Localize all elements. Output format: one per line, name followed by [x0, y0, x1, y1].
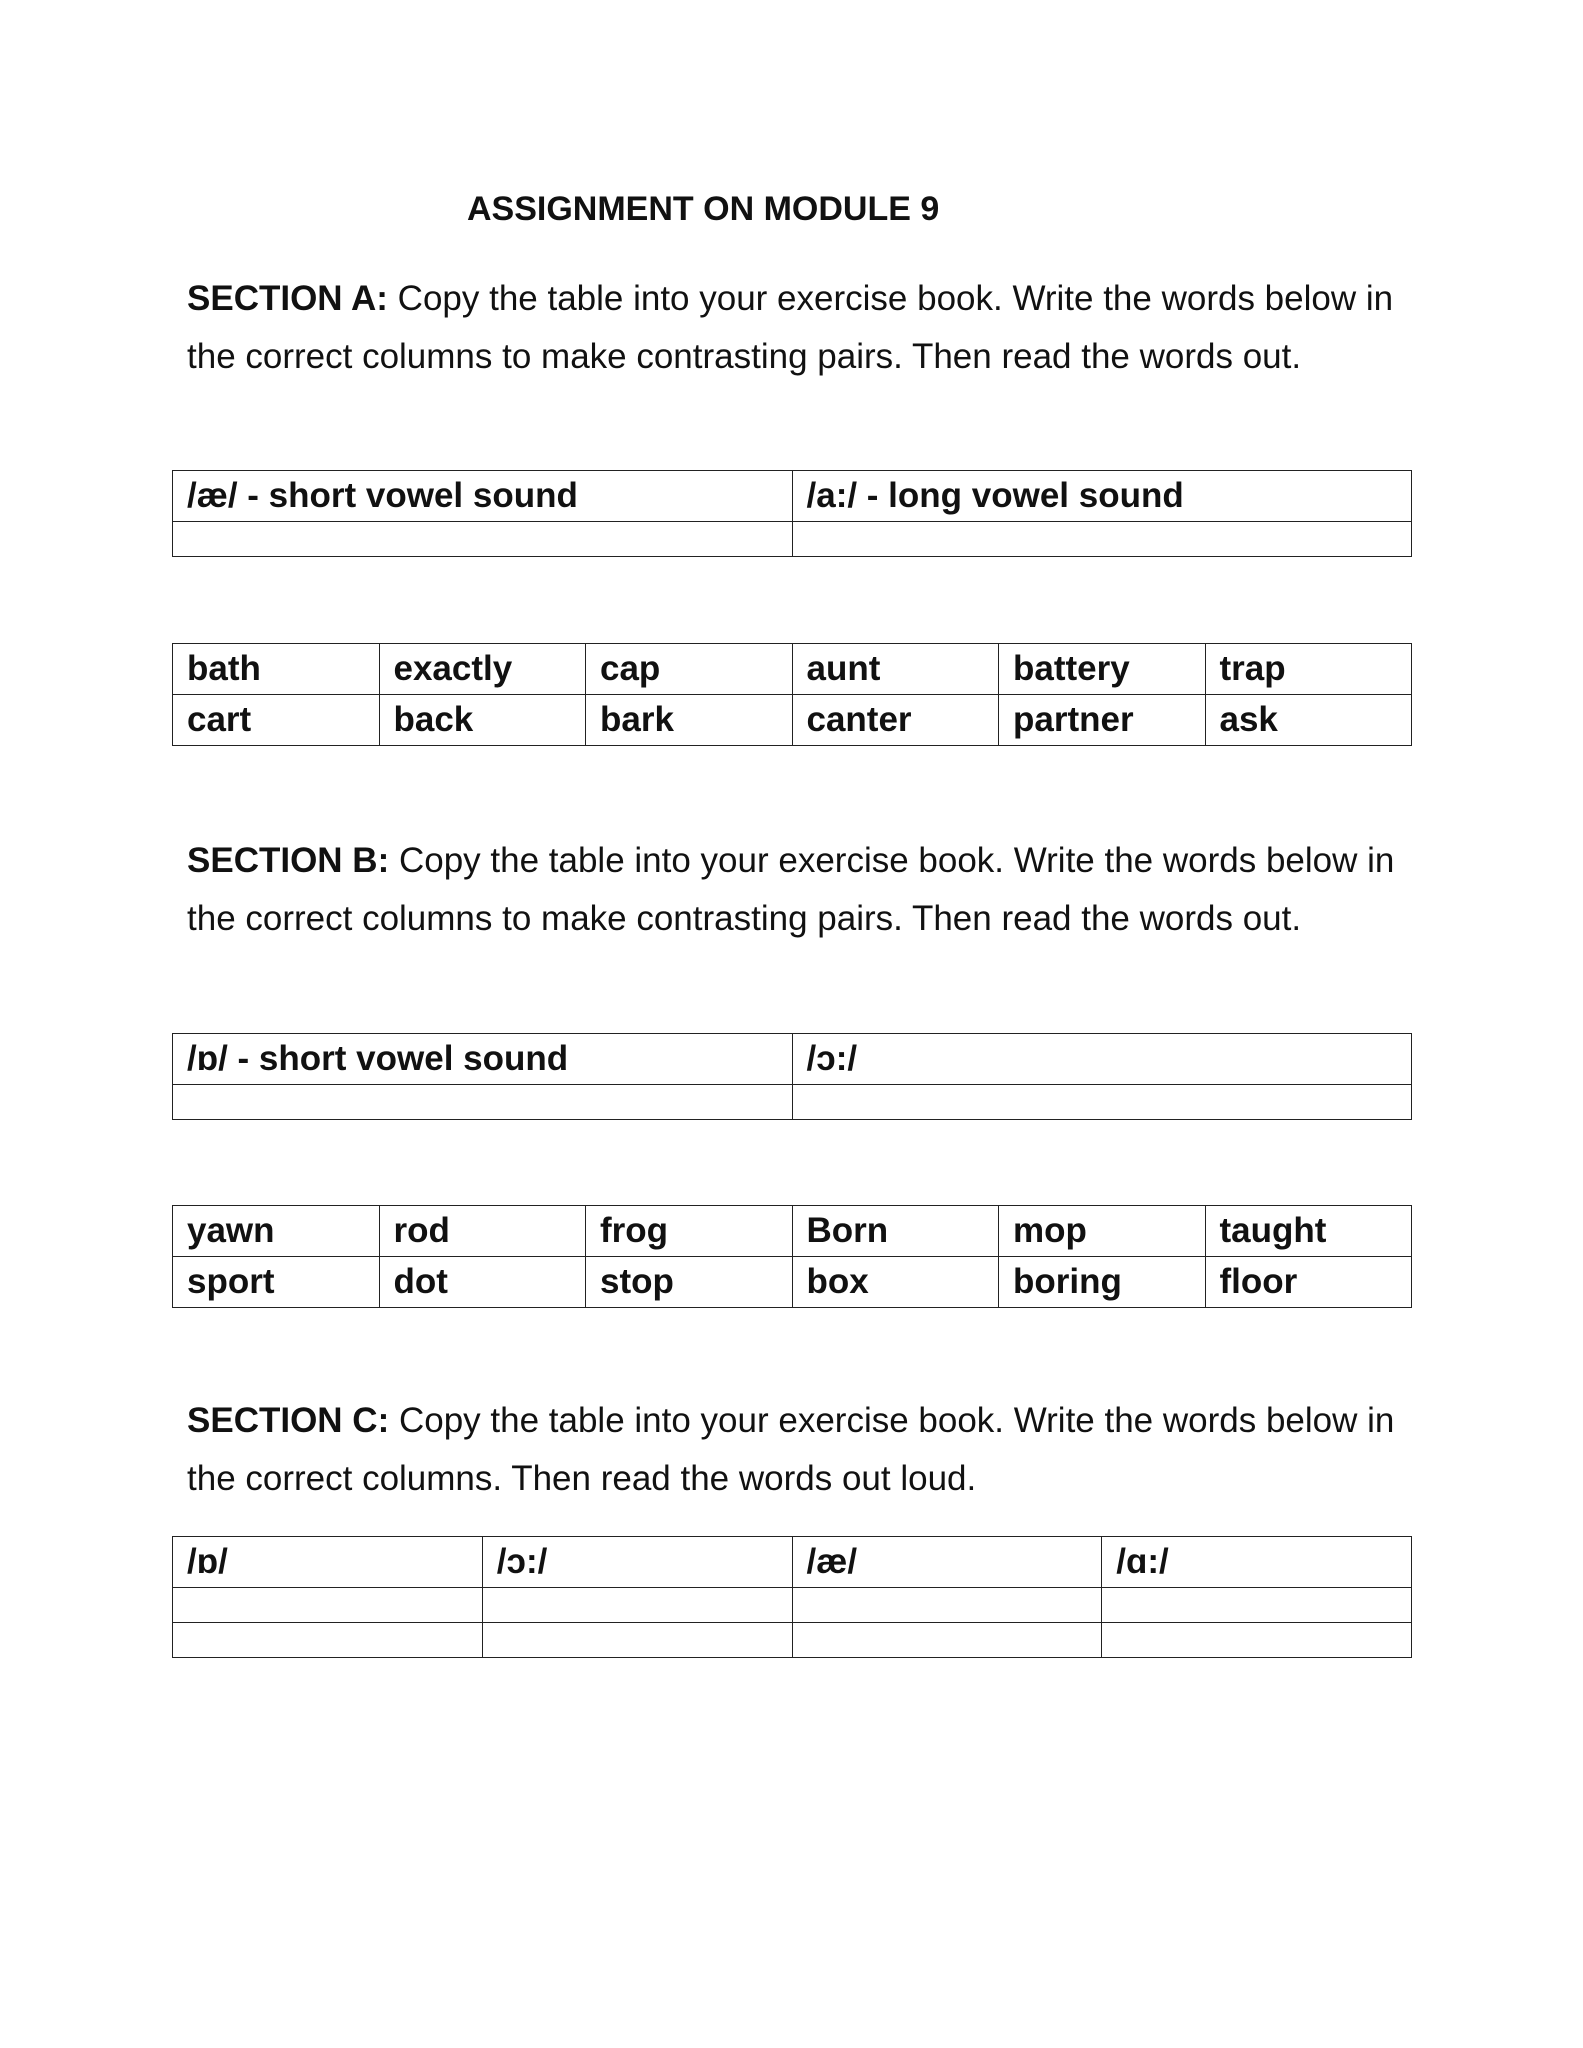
section-a-header-long: /a:/ - long vowel sound: [792, 471, 1412, 522]
word-cell: rod: [379, 1206, 586, 1257]
word-cell: bath: [173, 644, 380, 695]
section-a-sound-table: [172, 470, 1412, 557]
section-c-header: /æ/: [792, 1537, 1102, 1588]
section-c-blank-cell: [173, 1623, 483, 1658]
section-a-blank-cell: [792, 522, 1412, 557]
word-cell: Born: [792, 1206, 999, 1257]
word-cell: battery: [999, 644, 1206, 695]
section-a-instruction: [187, 270, 1427, 386]
word-cell: bark: [586, 695, 793, 746]
section-a-blank-cell: [173, 522, 793, 557]
section-c-blank-cell: [1102, 1588, 1412, 1623]
section-a-header-short: /æ/ - short vowel sound: [173, 471, 793, 522]
section-b-text: Copy the table into your exercise book. Write the words below in the correct columns to make contrasting pairs. Then read the words out.: [187, 841, 1395, 938]
page-title: ASSIGNMENT ON MODULE 9: [467, 190, 940, 228]
section-b-header-short: /ɒ/ - short vowel sound: [173, 1034, 793, 1085]
section-c-blank-cell: [173, 1588, 483, 1623]
word-cell: box: [792, 1257, 999, 1308]
word-cell: stop: [586, 1257, 793, 1308]
section-c-blank-cell: [792, 1588, 1102, 1623]
section-c-header: /ɔ:/: [482, 1537, 792, 1588]
word-cell: taught: [1205, 1206, 1412, 1257]
section-c-header: /ɒ/: [173, 1537, 483, 1588]
word-cell: partner: [999, 695, 1206, 746]
section-b-label: SECTION B:: [187, 841, 390, 880]
section-b-instruction: [187, 832, 1427, 948]
section-c-header: /ɑ:/: [1102, 1537, 1412, 1588]
section-c-instruction: [187, 1392, 1427, 1508]
section-c-blank-cell: [482, 1623, 792, 1658]
section-a-label: SECTION A:: [187, 279, 388, 318]
word-cell: cart: [173, 695, 380, 746]
section-c-text: Copy the table into your exercise book. Write the words below in the correct columns. Then read the words out loud.: [187, 1401, 1395, 1498]
section-a-word-table: [172, 643, 1412, 746]
word-cell: sport: [173, 1257, 380, 1308]
section-b-header-long: /ɔ:/: [792, 1034, 1412, 1085]
section-c-label: SECTION C:: [187, 1401, 390, 1440]
section-c-blank-cell: [792, 1623, 1102, 1658]
section-b-blank-cell: [173, 1085, 793, 1120]
section-b-blank-cell: [792, 1085, 1412, 1120]
word-cell: floor: [1205, 1257, 1412, 1308]
word-cell: trap: [1205, 644, 1412, 695]
word-cell: yawn: [173, 1206, 380, 1257]
word-cell: ask: [1205, 695, 1412, 746]
section-c-blank-cell: [482, 1588, 792, 1623]
word-cell: frog: [586, 1206, 793, 1257]
section-c-sound-table: [172, 1536, 1412, 1658]
word-cell: canter: [792, 695, 999, 746]
section-b-sound-table: [172, 1033, 1412, 1120]
section-c-blank-cell: [1102, 1623, 1412, 1658]
section-b-word-table: [172, 1205, 1412, 1308]
word-cell: dot: [379, 1257, 586, 1308]
word-cell: mop: [999, 1206, 1206, 1257]
word-cell: boring: [999, 1257, 1206, 1308]
word-cell: back: [379, 695, 586, 746]
word-cell: cap: [586, 644, 793, 695]
section-a-text: Copy the table into your exercise book. Write the words below in the correct columns to make contrasting pairs. Then read the words out.: [187, 279, 1394, 376]
word-cell: aunt: [792, 644, 999, 695]
word-cell: exactly: [379, 644, 586, 695]
